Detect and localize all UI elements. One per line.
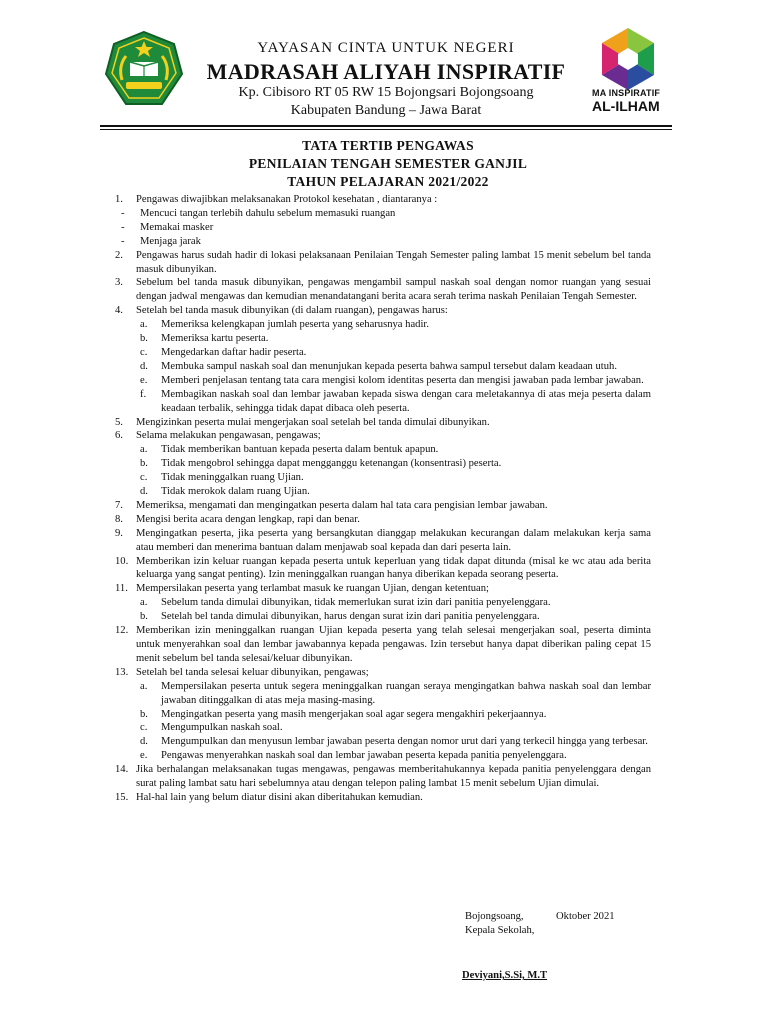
sub-item-text: Tidak memberikan bantuan kepada peserta dalam bentuk apapun. — [161, 444, 439, 456]
signature-role: Kepala Sekolah, — [465, 925, 535, 936]
rule-item — [115, 763, 651, 791]
rule-item — [115, 513, 651, 527]
rule-sub-item — [115, 471, 651, 485]
sub-item-text: Mengumpulkan naskah soal. — [161, 722, 283, 734]
rule-item — [115, 555, 651, 583]
school-address-line2: Kabupaten Bandung – Jawa Barat — [290, 103, 482, 118]
rule-number: 12. — [115, 625, 129, 637]
sub-item-text: Mengedarkan daftar hadir peserta. — [161, 346, 307, 358]
rule-item — [115, 499, 651, 513]
rule-sub-item — [115, 374, 651, 388]
sub-item-letter: d. — [140, 486, 148, 498]
school-logo-caption: MA INSPIRATIF — [592, 88, 661, 98]
sub-item-text: Sebelum tanda dimulai dibunyikan, tidak memerlukan surat izin dari panitia penyelenggara. — [161, 597, 551, 609]
rule-sub-item — [115, 721, 651, 735]
sub-item-text: Tidak meninggalkan ruang Ujian. — [161, 472, 304, 484]
sub-item-text: Memberi penjelasan tentang tata cara mengisi kolom identitas peserta dan mengisi jawaban pada lembar jawaban. — [161, 374, 644, 386]
signature-place: Bojongsoang, — [465, 911, 524, 922]
letterhead-divider-thick — [100, 125, 672, 127]
sub-item-letter: b. — [140, 611, 148, 623]
rule-number: 10. — [115, 555, 129, 567]
sub-item-letter: d. — [140, 360, 148, 372]
sub-item-letter: d. — [140, 736, 148, 748]
rule-sub-item — [115, 443, 651, 457]
sub-item-text: Setelah bel tanda dimulai dibunyikan, harus dengan surat izin dari panitia penyelenggara. — [161, 611, 540, 623]
letterhead-divider-thin — [100, 129, 672, 130]
rule-number: 6. — [115, 430, 123, 442]
rule-sub-item — [115, 332, 651, 346]
sub-item-letter: e. — [140, 750, 148, 762]
dash-bullet: - — [121, 235, 125, 247]
dash-bullet: - — [121, 221, 125, 233]
sub-item-text: Membagikan naskah soal dan lembar jawaban kepada siswa dengan cara meletakannya di atas meja peserta dalam keadaan terbalik, sehingga tidak dapat dibaca oleh peserta. — [161, 388, 651, 414]
rule-number: 4. — [115, 305, 123, 317]
rule-sub-item — [115, 457, 651, 471]
rule-sub-item — [115, 360, 651, 374]
rule-text: Mengizinkan peserta mulai mengerjakan soal setelah bel tanda dimulai dibunyikan. — [136, 416, 490, 428]
sub-item-text: Mengumpulkan dan menyusun lembar jawaban peserta dengan nomor urut dari yang terkecil hingga yang terbesar. — [161, 736, 648, 748]
rule-text: Jika berhalangan melaksanakan tugas mengawas, pengawas memberitahukannya kepada panitia penyelenggara dengan surat paling lambat satu hari sebelumnya atau dengan telepon paling lambat 15 menit sebelum Ujian dimulai. — [136, 764, 651, 790]
sub-item-letter: c. — [140, 472, 148, 484]
sub-item-text: Mempersilakan peserta untuk segera meninggalkan ruangan seraya mengingatkan bahwa naskah soal dan lembar jawaban ditinggalkan di atas meja masing-masing. — [161, 680, 651, 706]
academic-year: TAHUN PELAJARAN 2021/2022 — [287, 174, 489, 189]
school-logo-wordmark: AL-ILHAM — [592, 98, 660, 114]
sub-item-letter: b. — [140, 458, 148, 470]
rule-item — [115, 582, 651, 596]
rule-sub-item — [115, 680, 651, 708]
rule-item — [115, 249, 651, 277]
rule-sub-item — [115, 388, 651, 416]
rule-text: Memberikan izin keluar ruangan kepada peserta untuk keperluan yang tidak dapat ditunda (misal ke wc atau ada berita keluarga yang sangat penting). Izin meninggalkan ruangan hanya diberikan kepada seorang peserta. — [136, 555, 651, 581]
rule-item — [115, 193, 651, 207]
rule-text: Selama melakukan pengawasan, pengawas; — [136, 430, 321, 442]
sub-item-letter: c. — [140, 722, 148, 734]
al-ilham-hexagon-icon — [592, 26, 664, 92]
document-title: TATA TERTIB PENGAWAS — [302, 138, 474, 153]
sub-item-letter: b. — [140, 333, 148, 345]
rule-number: 5. — [115, 416, 123, 428]
rule-text: Setelah bel tanda masuk dibunyikan (di dalam ruangan), pengawas harus: — [136, 305, 448, 317]
signatory-name: Deviyani,S.Si, M.T — [462, 970, 548, 981]
sub-item-text: Membuka sampul naskah soal dan menunjukan kepada peserta bahwa sampul tersebut dalam keadaan utuh. — [161, 360, 617, 372]
document-subtitle: PENILAIAN TENGAH SEMESTER GANJIL — [248, 156, 528, 171]
sub-item-text: Tidak mengobrol sehingga dapat mengganggu ketenangan (konsentrasi) peserta. — [161, 458, 502, 470]
signature-date: Oktober 2021 — [556, 911, 615, 922]
sub-item-text: Pengawas menyerahkan naskah soal dan lembar jawaban peserta kepada panitia penyelenggara. — [161, 750, 567, 762]
rule-text: Hal-hal lain yang belum diatur disini akan diberitahukan kemudian. — [136, 791, 423, 803]
rule-number: 14. — [115, 764, 129, 776]
rule-text: Mempersilakan peserta yang terlambat masuk ke ruangan Ujian, dengan ketentuan; — [136, 583, 489, 595]
rule-item — [115, 416, 651, 430]
rule-text: Pengawas harus sudah hadir di lokasi pelaksanaan Penilaian Tengah Semester paling lambat 15 menit sebelum bel tanda masuk dibunyikan. — [136, 249, 651, 275]
rule-number: 3. — [115, 277, 123, 289]
sub-item-text: Mengingatkan peserta yang masih mengerjakan soal agar segera mengakhiri pekerjaannya. — [161, 708, 547, 720]
rule-dash-item — [115, 207, 651, 221]
sub-item-text: Memeriksa kartu peserta. — [161, 333, 269, 345]
sub-item-letter: f. — [140, 388, 147, 400]
rule-number: 11. — [115, 583, 128, 595]
rules-list — [115, 193, 651, 805]
rule-item — [115, 666, 651, 680]
rule-item — [115, 304, 651, 318]
rule-item — [115, 527, 651, 555]
rule-text: Mengingatkan peserta, jika peserta yang bersangkutan dianggap melakukan kecurangan dalam melakukan kerja sama atau memberi dan menerima bantuan dalam menjawab soal kepada dan dari peserta lain. — [136, 527, 651, 553]
sub-item-letter: a. — [140, 680, 148, 692]
rule-number: 2. — [115, 249, 123, 261]
dash-bullet: - — [121, 207, 125, 219]
rule-number: 15. — [115, 791, 129, 803]
rule-item — [115, 791, 651, 805]
sub-item-letter: a. — [140, 444, 148, 456]
rule-dash-text: Mencuci tangan terlebih dahulu sebelum memasuki ruangan — [140, 207, 396, 219]
sub-item-letter: b. — [140, 708, 148, 720]
rule-text: Mengisi berita acara dengan lengkap, rapi dan benar. — [136, 513, 360, 525]
rule-sub-item — [115, 485, 651, 499]
sub-item-letter: a. — [140, 319, 148, 331]
rule-item — [115, 276, 651, 304]
rule-number: 13. — [115, 666, 129, 678]
rule-sub-item — [115, 749, 651, 763]
rule-item — [115, 429, 651, 443]
rule-number: 7. — [115, 499, 123, 511]
rule-sub-item — [115, 596, 651, 610]
rule-dash-item — [115, 235, 651, 249]
sub-item-letter: a. — [140, 597, 148, 609]
rule-item — [115, 624, 651, 666]
rule-text: Memberikan izin meninggalkan ruangan Ujian kepada peserta yang telah selesai mengerjakan soal, peserta diminta untuk menyerahkan soal dan lembar jawabannya kepada pengawas. Izin tersebut hanya dapat diberikan paling cepat 15 menit sebelum bel tanda selesai/keluar dibunyikan. — [136, 625, 651, 664]
rule-number: 1. — [115, 194, 123, 205]
rule-text: Pengawas diwajibkan melaksanakan Protokol kesehatan , diantaranya : — [136, 194, 438, 205]
foundation-name: YAYASAN CINTA UNTUK NEGERI — [257, 40, 515, 56]
rule-sub-item — [115, 318, 651, 332]
rule-dash-item — [115, 221, 651, 235]
sub-item-letter: c. — [140, 346, 148, 358]
sub-item-text: Memeriksa kelengkapan jumlah peserta yang seharusnya hadir. — [161, 319, 429, 331]
rule-sub-item — [115, 735, 651, 749]
rule-text: Memeriksa, mengamati dan mengingatkan peserta dalam hal tata cara pengisian lembar jawaban. — [136, 499, 548, 511]
sub-item-letter: e. — [140, 374, 148, 386]
kemenag-emblem-icon — [104, 30, 184, 110]
rule-number: 9. — [115, 527, 123, 539]
rule-sub-item — [115, 708, 651, 722]
rule-dash-text: Memakai masker — [140, 221, 214, 233]
rule-number: 8. — [115, 513, 123, 525]
rule-text: Sebelum bel tanda masuk dibunyikan, pengawas mengambil sampul naskah soal dengan nomor ruangan yang sesuai dengan jadwal mengawas dan kemudian menandatangani berita acara serah terima naskah Penilaian Tengah Semester. — [136, 277, 651, 303]
sub-item-text: Tidak merokok dalam ruang Ujian. — [161, 486, 310, 498]
rule-sub-item — [115, 346, 651, 360]
school-name: MADRASAH ALIYAH INSPIRATIF — [206, 59, 566, 84]
school-address-line1: Kp. Cibisoro RT 05 RW 15 Bojongsari Bojongsoang — [238, 85, 534, 100]
rule-text: Setelah bel tanda selesai keluar dibunyikan, pengawas; — [136, 666, 369, 678]
rule-dash-text: Menjaga jarak — [140, 235, 201, 247]
rule-sub-item — [115, 610, 651, 624]
